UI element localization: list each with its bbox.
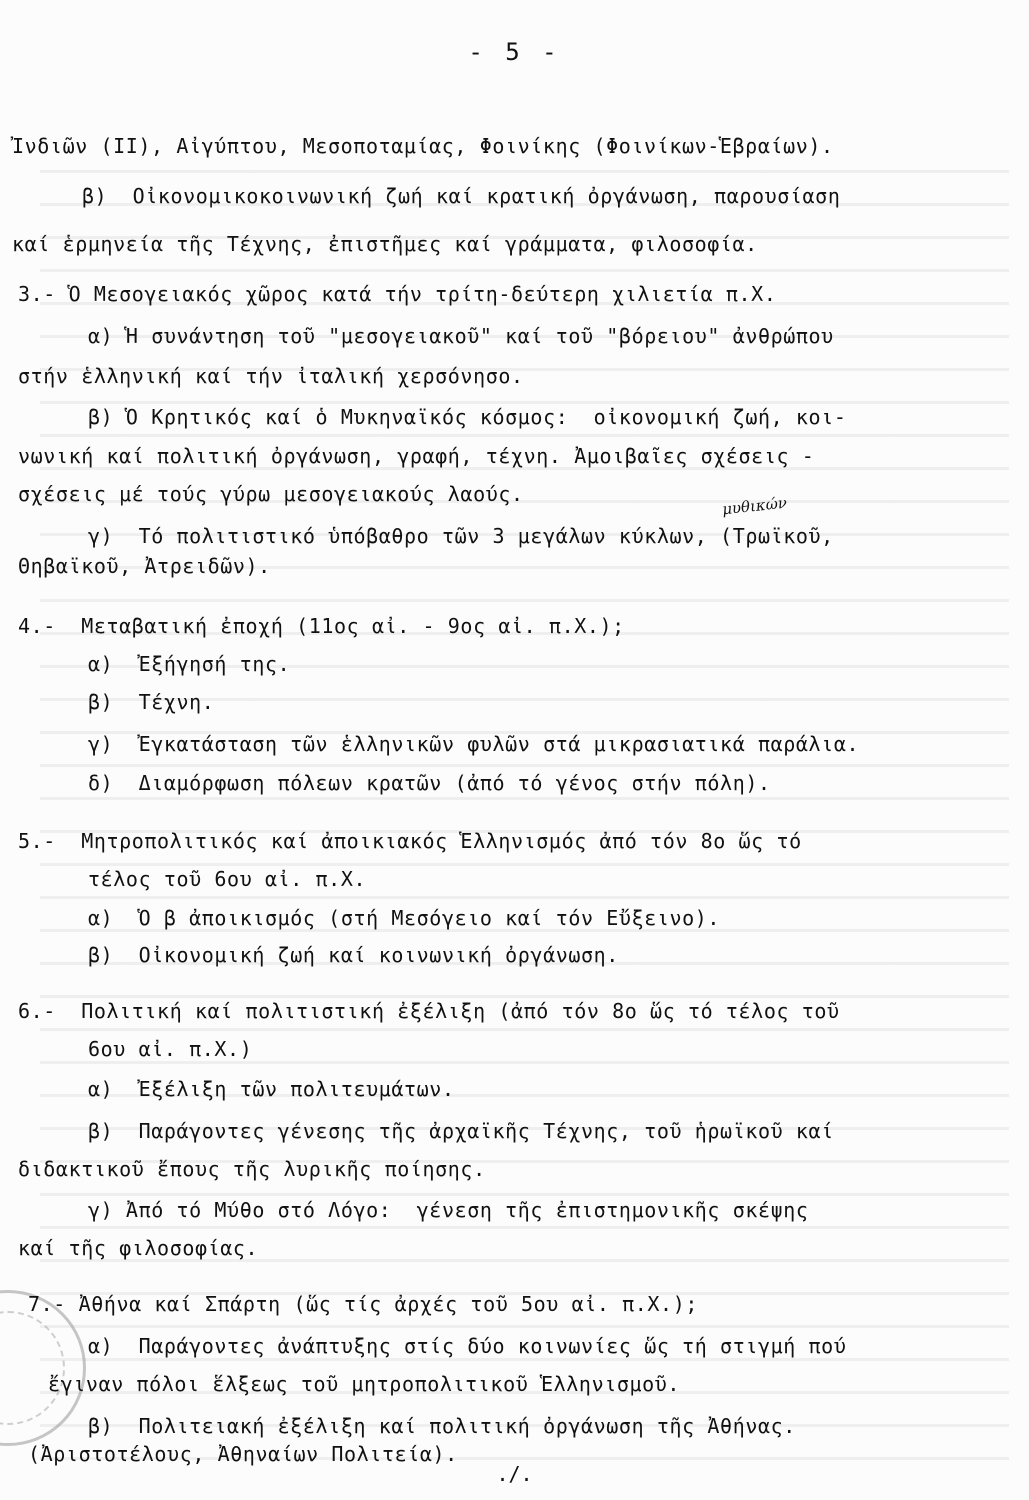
text-line: Θηβαϊκοῦ, Ἀτρειδῶν). bbox=[18, 554, 271, 578]
text-line: α) Ἐξέλιξη τῶν πολιτευμάτων. bbox=[88, 1077, 455, 1101]
section-heading: 3.- Ὁ Μεσογειακός χῶρος κατά τήν τρίτη-δεύτερη χιλιετία π.Χ. bbox=[18, 282, 777, 306]
text-line: β) Παράγοντες γένεσης τῆς ἀρχαϊκῆς Τέχνης, τοῦ ἡρωϊκοῦ καί bbox=[88, 1119, 834, 1143]
text-line: στήν ἑλληνική καί τήν ἰταλική χερσόνησο. bbox=[18, 364, 524, 388]
section-heading: 7.- Ἀθήνα καί Σπάρτη (ὥς τίς ἀρχές τοῦ 5ου αἰ. π.Χ.); bbox=[28, 1292, 698, 1316]
text-line: νωνική καί πολιτική ὀργάνωση, γραφή, τέχνη. Ἀμοιβαῖες σχέσεις - bbox=[18, 444, 815, 468]
text-line: β) Οἰκονομικοκοινωνική ζωή καί κρατική ὀργάνωση, παρουσίαση bbox=[82, 184, 841, 208]
text-line: β) Ὁ Κρητικός καί ὁ Μυκηναϊκός κόσμος: οἰκονομική ζωή, κοι- bbox=[88, 405, 847, 429]
section-heading: 6.- Πολιτική καί πολιτιστική ἐξέλιξη (ἀπό τόν 8ο ὥς τό τέλος τοῦ bbox=[18, 999, 840, 1023]
text-line: γ) Ἐγκατάσταση τῶν ἑλληνικῶν φυλῶν στά μικρασιατικά παράλια. bbox=[88, 732, 860, 756]
text-line: β) Τέχνη. bbox=[88, 690, 215, 714]
handwritten-annotation: μυθικών bbox=[721, 493, 788, 519]
text-line: τέλος τοῦ 6ου αἰ. π.Χ. bbox=[88, 867, 367, 891]
text-line: β) Πολιτειακή ἐξέλιξη καί πολιτική ὀργάνωση τῆς Ἀθήνας. bbox=[88, 1414, 796, 1438]
text-line: καί ἑρμηνεία τῆς Τέχνης, ἐπιστῆμες καί γράμματα, φιλοσοφία. bbox=[12, 232, 758, 256]
continuation-mark: ./. bbox=[496, 1462, 533, 1486]
text-line: Ἰνδιῶν (II), Αἰγύπτου, Μεσοποταμίας, Φοινίκης (Φοινίκων-Ἑβραίων). bbox=[12, 134, 834, 158]
text-line: καί τῆς φιλοσοφίας. bbox=[18, 1236, 259, 1260]
section-heading: 5.- Μητροπολιτικός καί ἀποικιακός Ἑλληνισμός ἀπό τόν 8ο ὥς τό bbox=[18, 829, 802, 853]
text-line: β) Οἰκονομική ζωή καί κοινωνική ὀργάνωση. bbox=[88, 943, 619, 967]
text-line: α) Ἐξήγησή της. bbox=[88, 652, 291, 676]
text-line: σχέσεις μέ τούς γύρω μεσογειακούς λαούς. bbox=[18, 482, 524, 506]
text-line: δ) Διαμόρφωση πόλεων κρατῶν (ἀπό τό γένος στήν πόλη). bbox=[88, 771, 771, 795]
text-line: (Ἀριστοτέλους, Ἀθηναίων Πολιτεία). bbox=[28, 1442, 458, 1466]
text-line: α) Ὁ β ἀποικισμός (στή Μεσόγειο καί τόν Εὔξεινο). bbox=[88, 906, 721, 930]
text-line: γ) Ἀπό τό Μύθο στό Λόγο: γένεση τῆς ἐπιστημονικῆς σκέψης bbox=[88, 1198, 809, 1222]
text-line: α) Ἡ συνάντηση τοῦ "μεσογειακοῦ" καί τοῦ "βόρειου" ἀνθρώπου bbox=[88, 324, 834, 348]
text-line: διδακτικοῦ ἔπους τῆς λυρικῆς ποίησης. bbox=[18, 1157, 486, 1181]
text-line: ἔγιναν πόλοι ἕλξεως τοῦ μητροπολιτικοῦ Ἑλληνισμοῦ. bbox=[48, 1372, 681, 1396]
text-line: α) Παράγοντες ἀνάπτυξης στίς δύο κοινωνίες ὥς τή στιγμή πού bbox=[88, 1334, 847, 1358]
section-heading: 4.- Μεταβατική ἐποχή (11ος αἰ. - 9ος αἰ. π.Χ.); bbox=[18, 614, 625, 638]
text-line: 6ου αἰ. π.Χ.) bbox=[88, 1037, 253, 1061]
text-line: γ) Τό πολιτιστικό ὑπόβαθρο τῶν 3 μεγάλων κύκλων, (Τρωϊκοῦ, bbox=[88, 524, 834, 548]
page-number: - 5 - bbox=[468, 38, 561, 66]
